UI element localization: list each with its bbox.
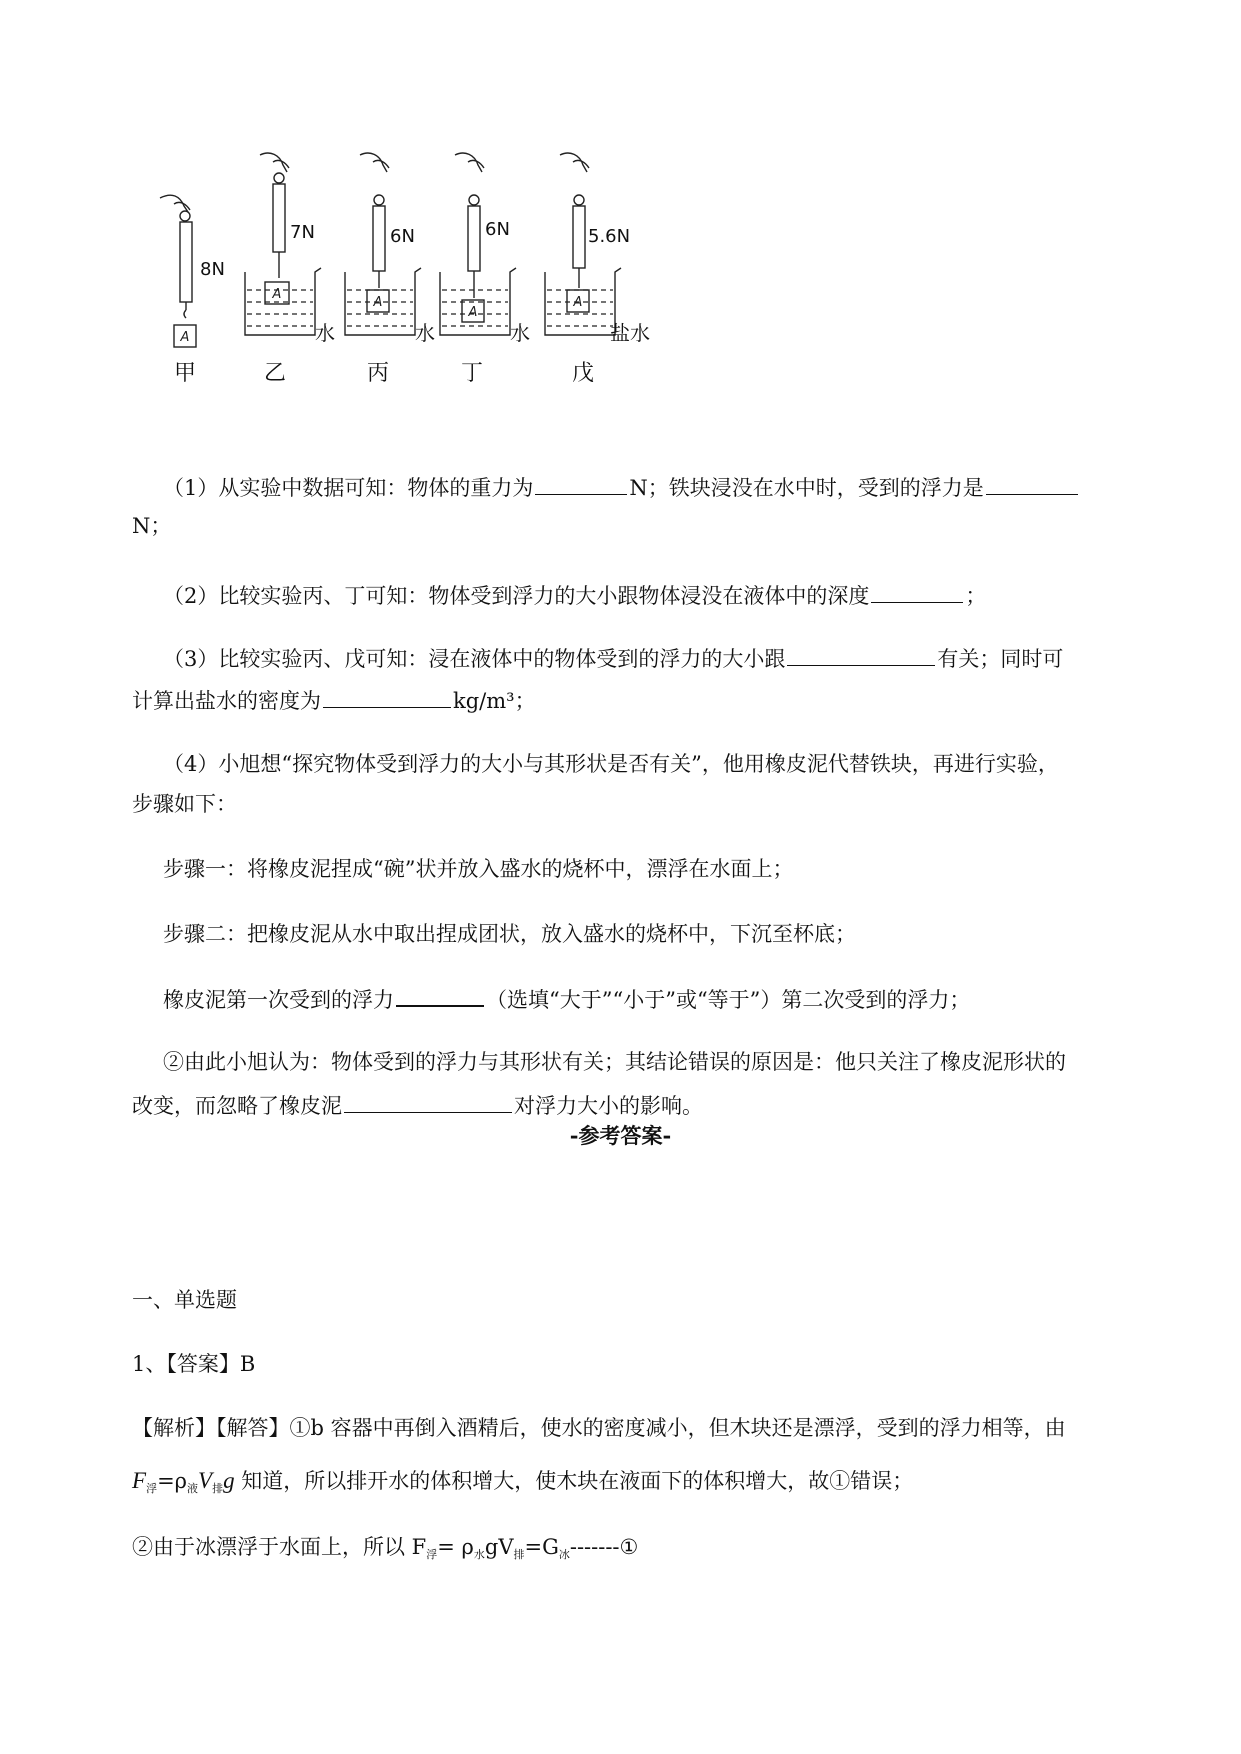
analysis-3-d: =G xyxy=(524,1535,559,1559)
setup-ding xyxy=(440,153,516,335)
q4-conclusion-line-2 xyxy=(132,1090,703,1120)
spring-scale-experiment-figure xyxy=(173,160,740,435)
answer-blank[interactable] xyxy=(787,643,935,666)
q2-end: ； xyxy=(965,584,987,608)
reading-bing: 6N xyxy=(390,226,415,247)
caption-ding: 丁 xyxy=(460,361,484,386)
liquid-label-ding: 水 xyxy=(510,321,530,345)
answer-item-1: 1、【答案】B xyxy=(132,1352,256,1376)
formula-F: F xyxy=(132,1468,147,1493)
q1-text-a: （1）从实验中数据可知：物体的重力为 xyxy=(163,476,534,500)
analysis-line-3 xyxy=(132,1533,638,1569)
q3-text-a: （3）比较实验丙、戊可知：浸在液体中的物体受到的浮力的大小跟 xyxy=(163,647,786,671)
setup-jia xyxy=(160,195,196,347)
q4-step-2: 步骤二：把橡皮泥从水中取出捏成团状，放入盛水的烧杯中，下沉至杯底； xyxy=(163,922,856,946)
answer-blank[interactable] xyxy=(871,580,963,603)
reading-jia: 8N xyxy=(200,259,225,280)
answer-blank[interactable] xyxy=(986,472,1078,495)
q1-text-b: N；铁块浸没在水中时，受到的浮力是 xyxy=(629,476,984,500)
q4-compare-line xyxy=(163,983,970,1014)
formula-sub-pai: 排 xyxy=(212,1482,224,1495)
answer-blank[interactable] xyxy=(396,983,484,1007)
q4-conclusion-2b: 对浮力大小的影响。 xyxy=(514,1094,703,1118)
question-2-line xyxy=(163,580,986,610)
q4-line-2: 步骤如下： xyxy=(132,792,237,816)
analysis-3-sub-fu: 浮 xyxy=(426,1548,438,1561)
answers-title: -参考答案- xyxy=(569,1123,672,1148)
question-3-line xyxy=(163,643,1063,673)
q4-step-1: 步骤一：将橡皮泥捏成“碗”状并放入盛水的烧杯中，漂浮在水面上； xyxy=(163,857,794,881)
question-1-line xyxy=(163,472,1080,502)
block-label: A xyxy=(468,305,478,320)
answer-blank[interactable] xyxy=(344,1090,512,1113)
caption-bing: 丙 xyxy=(366,361,390,386)
q4-conclusion-1: ②由此小旭认为：物体受到的浮力与其形状有关；其结论错误的原因是：他只关注了橡皮泥形状的 xyxy=(163,1050,1066,1074)
section-heading: 一、单选题 xyxy=(132,1288,237,1312)
q4-conclusion-2a: 改变，而忽略了橡皮泥 xyxy=(132,1094,342,1118)
q4-compare-b: （选填“大于”“小于”或“等于”）第二次受到的浮力； xyxy=(486,988,971,1012)
q4-compare-a: 橡皮泥第一次受到的浮力 xyxy=(163,988,394,1012)
liquid-label-wu: 盐水 xyxy=(610,321,650,345)
analysis-3-sub-bing: 冰 xyxy=(558,1548,570,1561)
caption-wu: 戊 xyxy=(571,361,595,386)
reading-yi: 7N xyxy=(290,222,315,243)
block-label: A xyxy=(272,287,282,302)
answer-blank[interactable] xyxy=(535,472,627,495)
setup-yi xyxy=(245,153,321,335)
formula-sub-fu: 浮 xyxy=(146,1482,158,1495)
analysis-3-b: = ρ xyxy=(437,1535,474,1559)
formula-g: g xyxy=(223,1468,235,1493)
caption-jia: 甲 xyxy=(173,361,197,386)
block-label: A xyxy=(573,295,583,310)
q3-unit: kg/m³； xyxy=(453,689,536,713)
caption-yi: 乙 xyxy=(263,361,287,386)
q3-text-b: 有关；同时可 xyxy=(937,647,1064,671)
q3-text-c: 计算出盐水的密度为 xyxy=(132,689,321,713)
analysis-line-2 xyxy=(132,1467,913,1503)
q4-line-1: （4）小旭想“探究物体受到浮力的大小与其形状是否有关”，他用橡皮泥代替铁块，再进行实验， xyxy=(163,752,1059,776)
question-3-line-2 xyxy=(132,685,536,715)
analysis-2-text: 知道，所以排开水的体积增大，使木块在液面下的体积增大，故①错误； xyxy=(241,1469,914,1493)
formula-eq: =ρ xyxy=(157,1469,188,1493)
analysis-line-1: 【解析】【解答】①b 容器中再倒入酒精后，使水的密度减小，但木块还是漂浮，受到的浮力相等，由 xyxy=(132,1416,1066,1440)
answer-blank[interactable] xyxy=(323,685,451,708)
formula-sub-ye: 液 xyxy=(187,1482,199,1495)
liquid-label-bing: 水 xyxy=(415,321,435,345)
reading-wu: 5.6N xyxy=(588,226,631,247)
q2-text: （2）比较实验丙、丁可知：物体受到浮力的大小跟物体浸没在液体中的深度 xyxy=(163,584,870,608)
analysis-3-e: -------① xyxy=(569,1535,639,1559)
block-label: A xyxy=(373,295,383,310)
formula-V: V xyxy=(198,1468,213,1493)
q1-text-c: N； xyxy=(132,514,172,538)
block-label: A xyxy=(180,330,190,345)
analysis-3-a: ②由于冰漂浮于水面上，所以 F xyxy=(132,1535,427,1559)
analysis-3-sub-pai: 排 xyxy=(513,1548,525,1561)
reading-ding: 6N xyxy=(485,219,510,240)
liquid-label-yi: 水 xyxy=(315,321,335,345)
analysis-3-sub-shui: 水 xyxy=(473,1548,485,1561)
analysis-3-c: gV xyxy=(484,1535,514,1559)
